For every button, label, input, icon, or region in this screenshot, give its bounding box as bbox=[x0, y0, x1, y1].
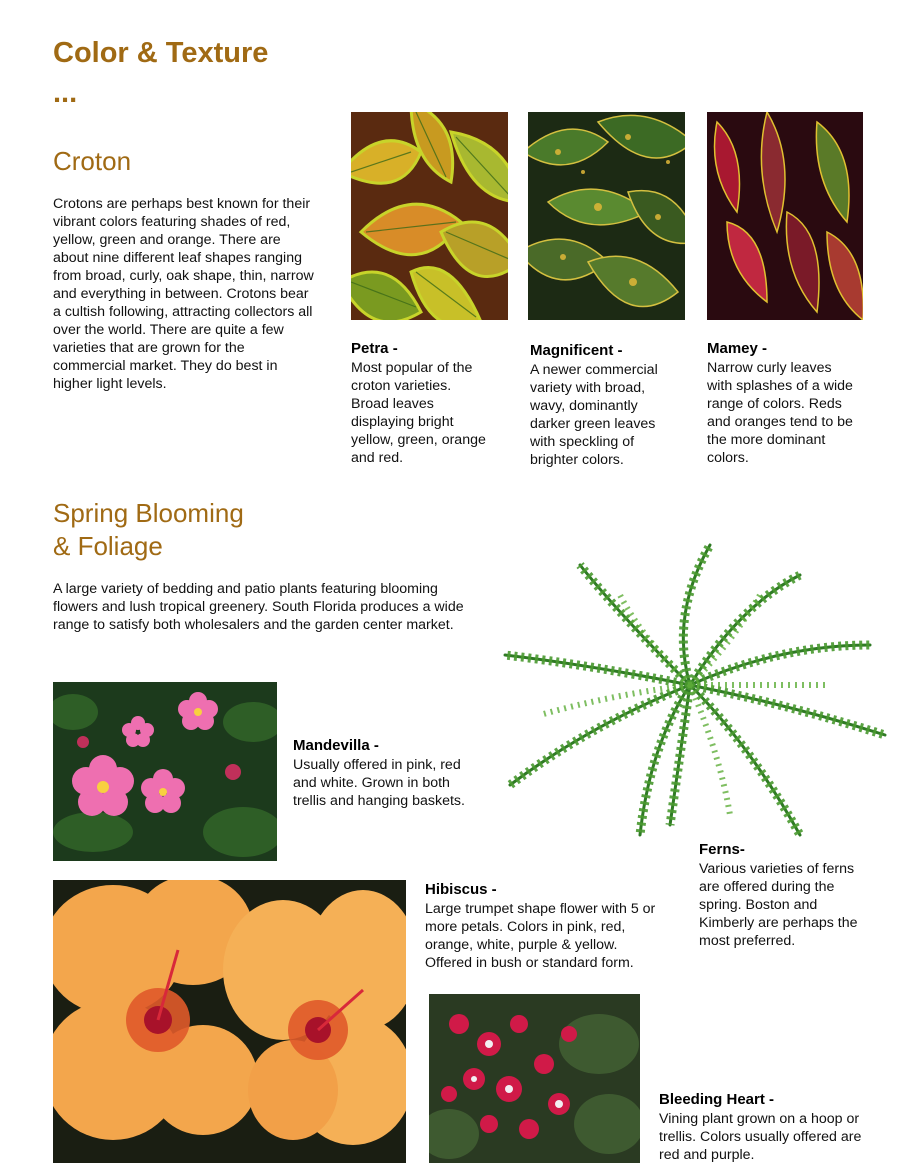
croton-magnificent-photo bbox=[528, 112, 685, 320]
mandevilla-caption bbox=[293, 736, 468, 810]
croton-mamey-name: Mamey - bbox=[707, 340, 768, 357]
croton-petra-desc: Most popular of the croton varieties. Broad leaves displaying bright yellow, green, orange and red. bbox=[351, 360, 486, 466]
ferns-caption bbox=[699, 840, 869, 950]
bleeding-heart-name: Bleeding Heart - bbox=[659, 1091, 775, 1108]
spring-intro: A large variety of bedding and patio plants featuring blooming flowers and lush tropical greenery. South Florida produces a wide range to satisfy both wholesalers and the garden center market. bbox=[53, 581, 464, 633]
mandevilla-photo bbox=[53, 682, 277, 861]
page-title bbox=[53, 33, 383, 113]
spring-heading-line2: & Foliage bbox=[53, 531, 163, 561]
spring-heading-line1: Spring Blooming bbox=[53, 498, 244, 528]
hibiscus-desc: Large trumpet shape flower with 5 or more petals. Colors in pink, red, orange, white, purple & yellow. Offered in bush or standard form. bbox=[425, 901, 656, 971]
croton-magnificent-caption bbox=[530, 341, 670, 469]
hibiscus-caption bbox=[425, 880, 665, 972]
croton-petra-caption bbox=[351, 339, 491, 467]
croton-magnificent-desc: A newer commercial variety with broad, wavy, dominantly darker green leaves with speckling of brighter colors. bbox=[530, 362, 658, 468]
mandevilla-desc: Usually offered in pink, red and white. Grown in both trellis and hanging baskets. bbox=[293, 757, 465, 809]
mandevilla-name: Mandevilla - bbox=[293, 737, 379, 754]
croton-petra-name: Petra - bbox=[351, 340, 398, 357]
hibiscus-photo bbox=[53, 880, 406, 1163]
croton-petra-photo bbox=[351, 112, 508, 320]
croton-mamey-photo bbox=[707, 112, 863, 320]
hibiscus-name: Hibiscus - bbox=[425, 881, 497, 898]
fern-photo bbox=[500, 535, 890, 840]
page-title-text: Color & Texture bbox=[53, 37, 269, 69]
spring-heading bbox=[53, 497, 244, 563]
bleeding-heart-desc: Vining plant grown on a hoop or trellis. Colors usually offered are red and purple. bbox=[659, 1111, 862, 1163]
ferns-name: Ferns- bbox=[699, 841, 745, 858]
croton-magnificent-name: Magnificent - bbox=[530, 342, 623, 359]
croton-mamey-desc: Narrow curly leaves with splashes of a wide range of colors. Reds and oranges tend to be the more dominant colors. bbox=[707, 360, 853, 466]
bleeding-heart-photo bbox=[429, 994, 640, 1163]
croton-mamey-caption bbox=[707, 339, 857, 467]
ferns-desc: Various varieties of ferns are offered during the spring. Boston and Kimberly are perhaps the most preferred. bbox=[699, 861, 858, 949]
page-title-ellipsis: ... bbox=[53, 77, 78, 109]
croton-heading: Croton bbox=[53, 146, 132, 176]
croton-intro: Crotons are perhaps best known for their vibrant colors featuring shades of red, yellow, green and orange. There are about nine different leaf shapes ranging from broad, curly, oak shape, thin, narrow and everything in between. Crotons bear a cultish following, attracting collectors all over the world. There are quite a few varieties that are grown for the commercial market. They do best in higher light levels. bbox=[53, 196, 314, 392]
bleeding-heart-caption bbox=[659, 1090, 869, 1164]
